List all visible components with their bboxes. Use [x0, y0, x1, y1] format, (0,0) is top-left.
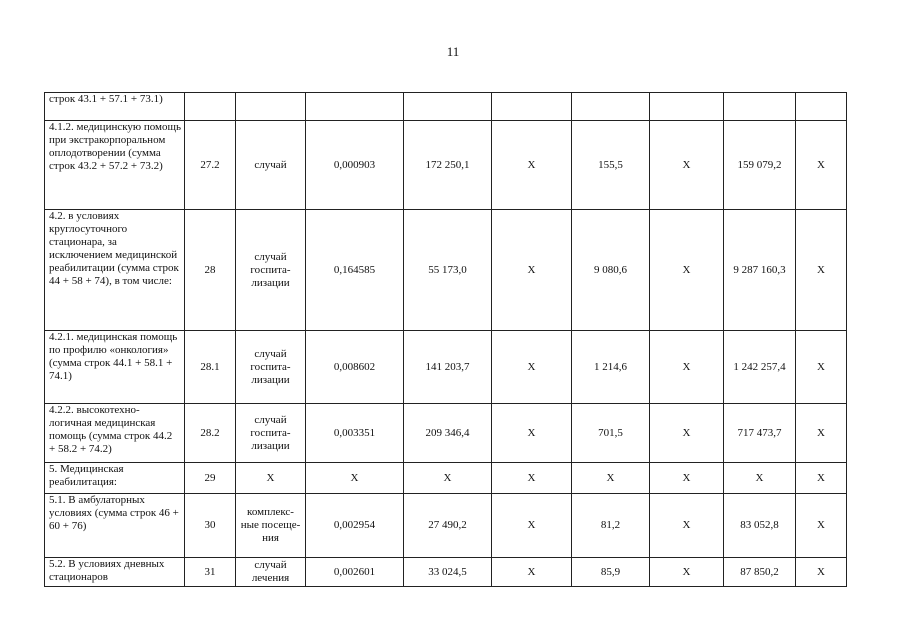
col7-cell: 81,2	[572, 494, 650, 558]
col7-cell	[572, 93, 650, 121]
norm-cell: 0,164585	[306, 210, 404, 331]
cost-cell: 33 024,5	[404, 558, 492, 587]
col9-cell: 1 242 257,4	[724, 331, 796, 404]
line-number: 28.1	[185, 331, 236, 404]
row-name: 4.2. в условиях круглосуточного стационара, за исключением медицинской реабилитации (сумма строк 44 + 58 + 74), в том числе:	[45, 210, 185, 331]
unit-cell	[236, 93, 306, 121]
row-name: 4.2.1. медицинская помощь по профилю «онкология» (сумма строк 44.1 + 58.1 + 74.1)	[45, 331, 185, 404]
row-name: 4.1.2. медицинскую помощь при экстракорпоральном оплодотворении (сумма строк 43.2 + 57.2 + 73.2)	[45, 121, 185, 210]
unit-cell: случай госпита-лизации	[236, 331, 306, 404]
table-row	[45, 331, 847, 404]
col7-cell: 1 214,6	[572, 331, 650, 404]
col8-cell: X	[650, 210, 724, 331]
row-name: 5.1. В амбулаторных условиях (сумма строк 46 + 60 + 76)	[45, 494, 185, 558]
col6-cell: X	[492, 210, 572, 331]
col7-cell: 155,5	[572, 121, 650, 210]
col10-cell: X	[796, 121, 847, 210]
unit-cell: случай	[236, 121, 306, 210]
line-number: 29	[185, 463, 236, 494]
col6-cell: X	[492, 558, 572, 587]
col6-cell: X	[492, 404, 572, 463]
row-name: 4.2.2. высокотехно-логичная медицинская помощь (сумма строк 44.2 + 58.2 + 74.2)	[45, 404, 185, 463]
col8-cell: X	[650, 558, 724, 587]
row-name: строк 43.1 + 57.1 + 73.1)	[45, 93, 185, 121]
table-row	[45, 210, 847, 331]
page-number: 11	[446, 44, 460, 59]
col8-cell: X	[650, 331, 724, 404]
cost-cell	[404, 93, 492, 121]
col6-cell	[492, 93, 572, 121]
line-number: 31	[185, 558, 236, 587]
norm-cell: 0,008602	[306, 331, 404, 404]
norm-cell: 0,002601	[306, 558, 404, 587]
table-row	[45, 494, 847, 558]
cost-cell: 55 173,0	[404, 210, 492, 331]
cost-cell: 172 250,1	[404, 121, 492, 210]
col6-cell: X	[492, 463, 572, 494]
cost-cell: 141 203,7	[404, 331, 492, 404]
col6-cell: X	[492, 494, 572, 558]
col7-cell: 701,5	[572, 404, 650, 463]
cost-cell: 209 346,4	[404, 404, 492, 463]
unit-cell: X	[236, 463, 306, 494]
col9-cell: 83 052,8	[724, 494, 796, 558]
tariff-table	[44, 92, 847, 587]
col8-cell	[650, 93, 724, 121]
norm-cell	[306, 93, 404, 121]
unit-cell: случай госпита-лизации	[236, 404, 306, 463]
col7-cell: 9 080,6	[572, 210, 650, 331]
col8-cell: X	[650, 463, 724, 494]
col9-cell: 87 850,2	[724, 558, 796, 587]
line-number: 28.2	[185, 404, 236, 463]
col7-cell: 85,9	[572, 558, 650, 587]
line-number: 27.2	[185, 121, 236, 210]
norm-cell: X	[306, 463, 404, 494]
unit-cell: случай госпита-лизации	[236, 210, 306, 331]
col10-cell: X	[796, 558, 847, 587]
row-name: 5. Медицинская реабилитация:	[45, 463, 185, 494]
col9-cell	[724, 93, 796, 121]
unit-cell: случай лечения	[236, 558, 306, 587]
col10-cell: X	[796, 494, 847, 558]
col10-cell: X	[796, 331, 847, 404]
col9-cell: 717 473,7	[724, 404, 796, 463]
col7-cell: X	[572, 463, 650, 494]
table-row	[45, 404, 847, 463]
col10-cell: X	[796, 463, 847, 494]
col10-cell	[796, 93, 847, 121]
col10-cell: X	[796, 404, 847, 463]
col9-cell: X	[724, 463, 796, 494]
line-number	[185, 93, 236, 121]
table-row	[45, 463, 847, 494]
col9-cell: 159 079,2	[724, 121, 796, 210]
col10-cell: X	[796, 210, 847, 331]
col8-cell: X	[650, 404, 724, 463]
row-name: 5.2. В условиях дневных стационаров	[45, 558, 185, 587]
line-number: 28	[185, 210, 236, 331]
unit-cell: комплекс-ные посеще-ния	[236, 494, 306, 558]
table-row	[45, 558, 847, 587]
col8-cell: X	[650, 121, 724, 210]
norm-cell: 0,003351	[306, 404, 404, 463]
col9-cell: 9 287 160,3	[724, 210, 796, 331]
norm-cell: 0,002954	[306, 494, 404, 558]
line-number: 30	[185, 494, 236, 558]
table-row	[45, 93, 847, 121]
cost-cell: 27 490,2	[404, 494, 492, 558]
table-row	[45, 121, 847, 210]
cost-cell: X	[404, 463, 492, 494]
col6-cell: X	[492, 121, 572, 210]
col6-cell: X	[492, 331, 572, 404]
col8-cell: X	[650, 494, 724, 558]
norm-cell: 0,000903	[306, 121, 404, 210]
